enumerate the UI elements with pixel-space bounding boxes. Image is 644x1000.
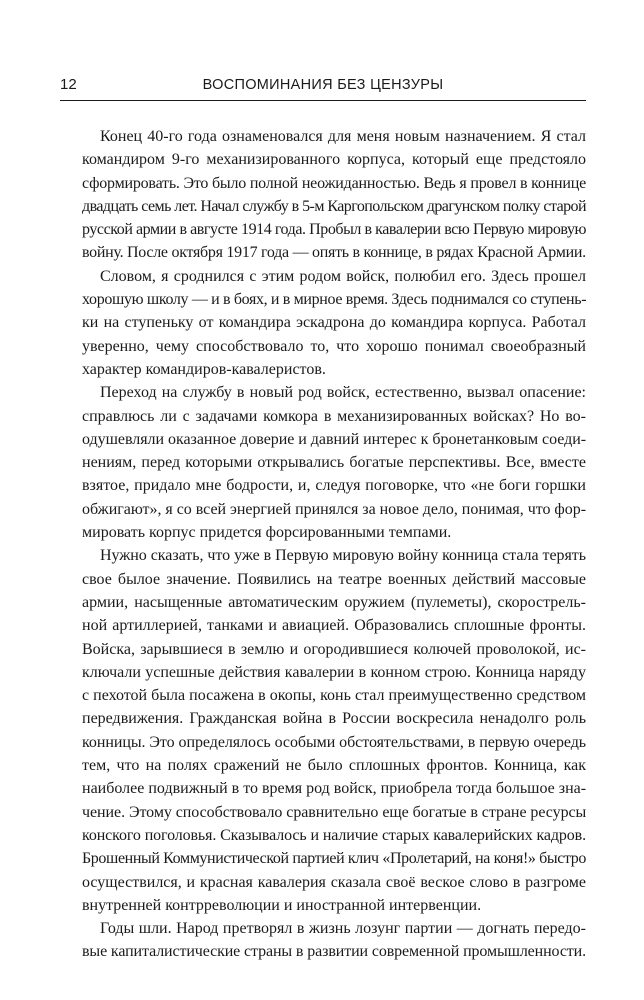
paragraph bbox=[82, 381, 586, 544]
text-line: справлюсь ли с задачами комкора в механизированных войсках? Но во- bbox=[82, 407, 586, 425]
text-line: тем, что на полях сражений не было сплошных фронтов. Конница, как bbox=[82, 757, 586, 775]
text-line: с пехотой была посажена в окопы, конь стал преимущественно средством bbox=[82, 687, 586, 705]
header-rule bbox=[60, 100, 586, 101]
text-line: Конец 40-го года ознаменовался для меня новым назначением. Я стал bbox=[100, 128, 586, 145]
paragraph bbox=[82, 265, 586, 381]
text-line: Словом, я сроднился с этим родом войск, полюбил его. Здесь прошел bbox=[100, 267, 586, 285]
paragraph bbox=[82, 917, 586, 964]
text-line: армии, насыщенные автоматическим оружием (пулеметы), скорострель- bbox=[82, 593, 586, 611]
text-line: ной артиллерией, танками и авиацией. Образовались сплошные фронты. bbox=[82, 617, 586, 635]
text-line: свое былое значение. Появились на театре военных действий массовые bbox=[82, 570, 586, 588]
text-line: Войска, зарывшиеся в землю и огородившиеся колючей проволокой, ис- bbox=[82, 640, 586, 658]
text-line: Переход на службу в новый род войск, естественно, вызвал опасение: bbox=[100, 384, 586, 402]
text-line: наиболее подвижный в то время род войск, приобрела тогда большое зна- bbox=[82, 780, 587, 798]
running-title: ВОСПОМИНАНИЯ БЕЗ ЦЕНЗУРЫ bbox=[202, 77, 444, 93]
text-line: Брошенный Коммунистической партией клич «Пролетарий, на коня!» быстро bbox=[82, 850, 586, 868]
body-text bbox=[82, 125, 586, 964]
text-line: Годы шли. Народ претворял в жизнь лозунг партии — догнать передо- bbox=[100, 920, 586, 938]
text-line: сформировать. Это было полной неожиданностью. Ведь я провел в коннице bbox=[82, 174, 586, 192]
text-line: одушевляли оказанное доверие и давний интерес к бронетанковым соеди- bbox=[82, 430, 587, 448]
text-line: обжигают», я со всей энергией принялся за новое дело, понимая, что фор- bbox=[82, 500, 586, 518]
text-line: конницы. Это определялось особыми обстоятельствами, в первую очередь bbox=[82, 733, 587, 751]
text-line: командиром 9-го механизированного корпуса, который еще предстояло bbox=[82, 151, 586, 169]
text-line: осуществился, и красная кавалерия сказала своё веское слово в разгроме bbox=[82, 873, 586, 891]
text-line: передвижения. Гражданская война в России воскресила ненадолго роль bbox=[82, 710, 586, 728]
text-line: внутренней контрреволюции и иностранной интервенции. bbox=[82, 896, 482, 914]
text-line: нениям, перед которыми открывались богатые перспективы. Все, вместе bbox=[82, 454, 586, 472]
text-line: Нужно сказать, что уже в Первую мировую войну конница стала терять bbox=[100, 547, 586, 565]
text-line: мировать корпус придется форсированными темпами. bbox=[82, 524, 452, 542]
page-header bbox=[60, 74, 586, 96]
text-line: ключали успешные действия кавалерии в конном строю. Конница наряду bbox=[82, 663, 586, 681]
text-line: хорошую школу — и в боях, и в мирное время. Здесь поднимался со ступень- bbox=[82, 291, 587, 309]
text-line: двадцать семь лет. Начал службу в 5-м Каргопольском драгунском полку старой bbox=[82, 197, 586, 215]
text-line: русской армии в августе 1914 года. Пробыл в кавалерии всю Первую мировую bbox=[82, 221, 587, 239]
text-line: войну. После октября 1917 года — опять в коннице, в рядах Красной Армии. bbox=[82, 244, 586, 262]
text-line: ки на ступеньку от командира эскадрона до командира корпуса. Работал bbox=[82, 314, 586, 332]
text-line: чение. Этому способствовало сравнительно еще богатые в стране ресурсы bbox=[82, 803, 587, 821]
text-line: конского поголовья. Сказывалось и наличие старых кавалерийских кадров. bbox=[82, 826, 586, 844]
text-line: уверенно, чему способствовало то, что хорошо понимал своеобразный bbox=[82, 337, 586, 355]
paragraph bbox=[82, 125, 586, 265]
text-line: вые капиталистические страны в развитии современной промышленности. bbox=[82, 943, 586, 961]
text-line: характер командиров-кавалеристов. bbox=[82, 360, 326, 378]
text-line: взятое, придало мне бодрости, и, следуя поговорке, что «не боги горшки bbox=[82, 477, 586, 495]
page-number: 12 bbox=[60, 76, 77, 93]
paragraph bbox=[82, 544, 586, 917]
